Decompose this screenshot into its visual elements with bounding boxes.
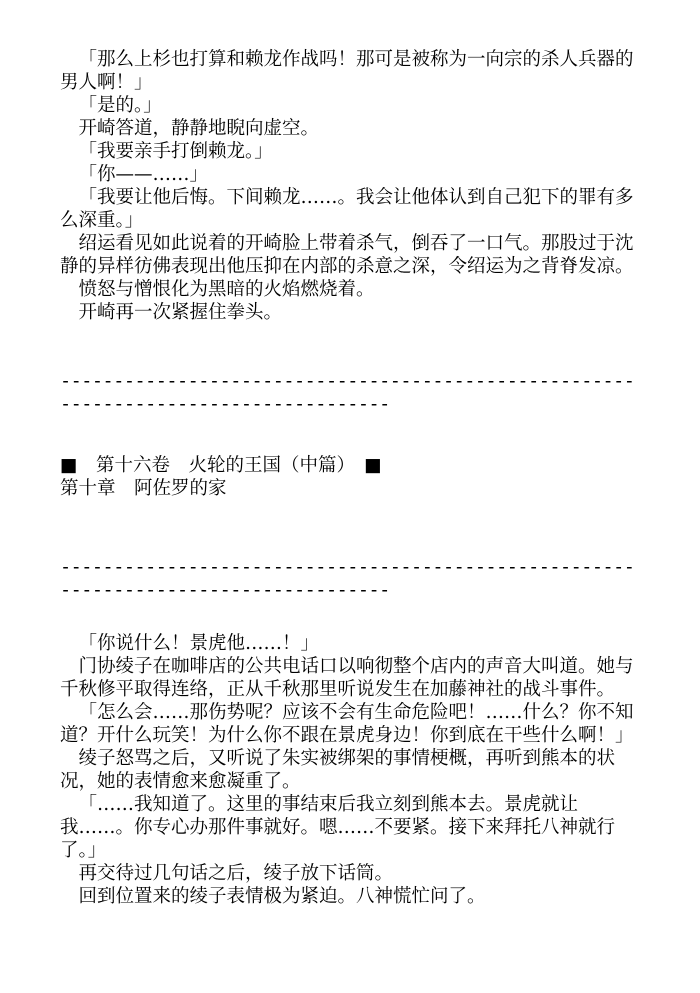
spacer: [60, 416, 640, 454]
paragraph: 回到位置来的绫子表情极为紧迫。八神慌忙问了。: [78, 886, 486, 907]
volume-heading: ■ 第十六卷 火轮的王国（中篇） ■: [60, 455, 382, 476]
spacer: [60, 500, 640, 556]
paragraph: 「你说什么！景虎他……！」: [78, 633, 320, 654]
document-page: [60, 48, 640, 908]
paragraph: 「……我知道了。这里的事结束后我立刻到熊本去。景虎就让我……。你专心办那件事就好。嗯……不要紧。接下来拜托八神就行了。」: [60, 794, 616, 861]
chapter-heading: 第十章 阿佐罗的家: [60, 478, 227, 499]
separator-line: -------------------------------------------------------------------------------------: [60, 371, 635, 415]
spacer: [60, 602, 640, 632]
paragraph: 「那么上杉也打算和赖龙作战吗！那可是被称为一向宗的杀人兵器的男人啊！」: [60, 49, 634, 93]
paragraph: 门协绫子在咖啡店的公共电话口以响彻整个店内的声音大叫道。她与千秋修平取得连络，正从千秋那里听说发生在加藤神社的战斗事件。: [60, 656, 634, 700]
paragraph: 再交待过几句话之后，绫子放下话筒。: [78, 863, 394, 884]
paragraph: 绫子怒骂之后，又听说了朱实被绑架的事情梗概，再听到熊本的状况，她的表情愈来愈凝重了。: [60, 748, 616, 792]
paragraph: 「是的。」: [78, 95, 162, 116]
paragraph: 绍运看见如此说着的开崎脸上带着杀气，倒吞了一口气。那股过于沈静的异样彷佛表现出他压抑在内部的杀意之深，令绍运为之背脊发凉。: [60, 233, 634, 277]
paragraph: 开崎再一次紧握住拳头。: [78, 302, 283, 323]
paragraph: 「怎么会……那伤势呢？应该不会有生命危险吧！……什么？你不知道？开什么玩笑！为什么你不跟在景虎身边！你到底在干些什么啊！」: [60, 702, 634, 746]
paragraph: 愤怒与憎恨化为黑暗的火焰燃烧着。: [78, 279, 375, 300]
paragraph: 「你——……」: [78, 164, 209, 185]
separator-line: -------------------------------------------------------------------------------------: [60, 557, 635, 601]
paragraph: 「我要亲手打倒赖龙。」: [78, 141, 273, 162]
paragraph: 开崎答道，静静地睨向虚空。: [78, 118, 320, 139]
spacer: [60, 324, 640, 370]
paragraph: 「我要让他后悔。下间赖龙……。我会让他体认到自己犯下的罪有多么深重。」: [60, 187, 634, 231]
